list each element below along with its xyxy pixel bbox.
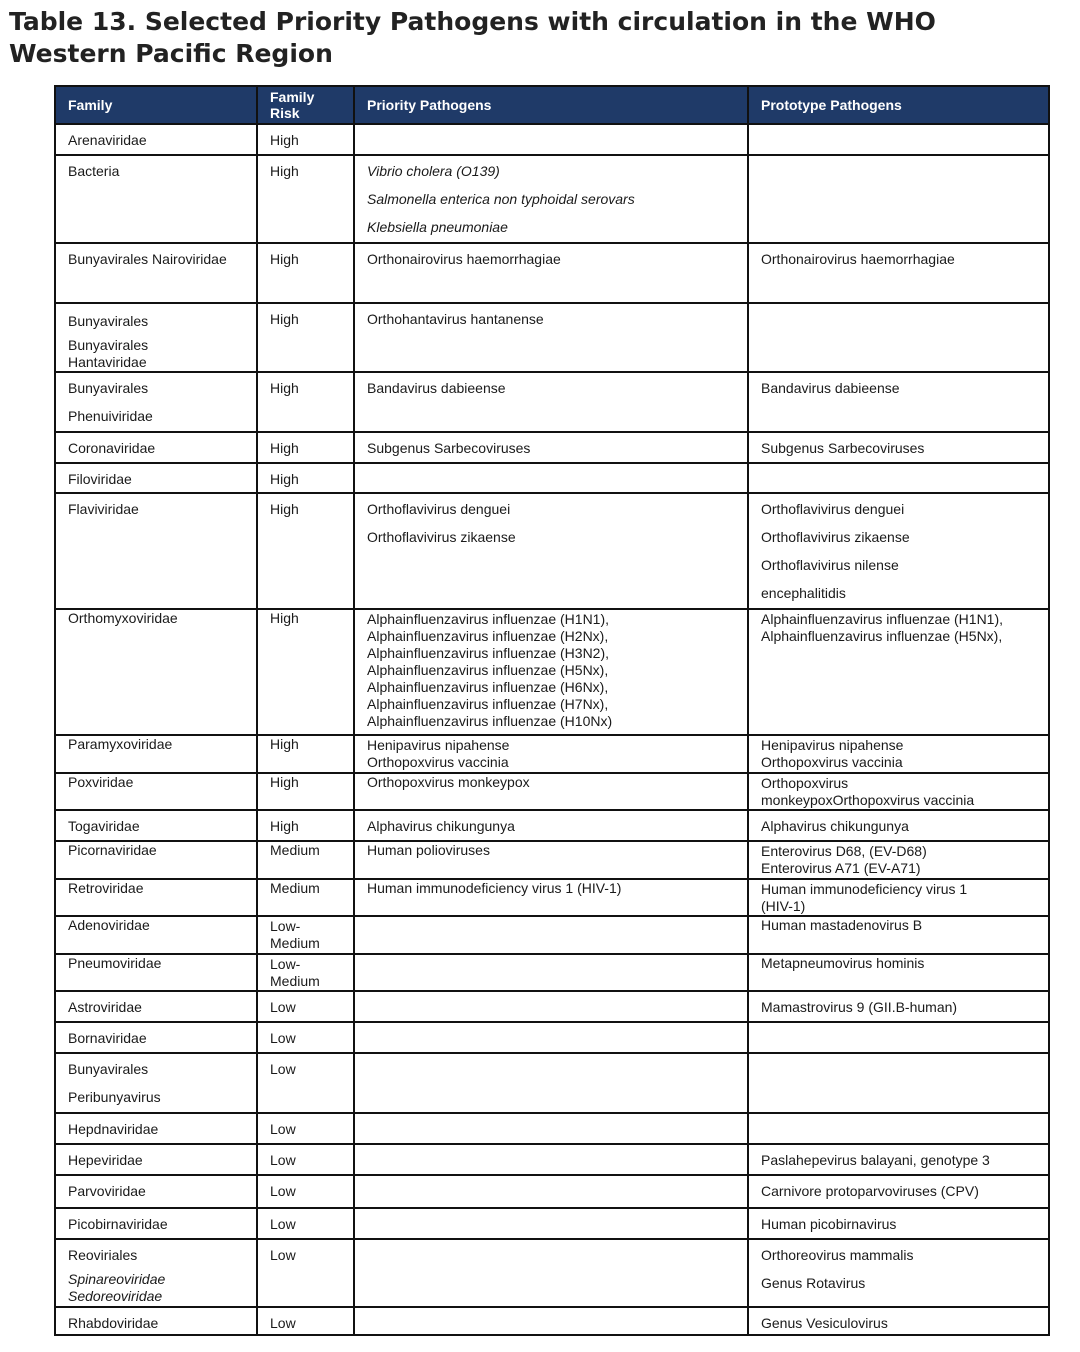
prototype-pathogens-line: Orthonairovirus haemorrhagiae bbox=[761, 251, 955, 267]
priority-pathogens-cell bbox=[354, 1307, 748, 1335]
table-header bbox=[55, 86, 1049, 124]
table-row bbox=[55, 879, 1049, 916]
family-cell bbox=[55, 991, 257, 1022]
prototype-pathogens-cell bbox=[748, 1113, 1049, 1144]
family-risk-cell bbox=[257, 954, 354, 991]
family-line: Hepeviridae bbox=[68, 1152, 143, 1168]
family-risk-cell bbox=[257, 991, 354, 1022]
family-risk-cell bbox=[257, 1022, 354, 1053]
prototype-pathogens-line: Human immunodeficiency virus 1 bbox=[761, 881, 968, 897]
prototype-pathogens-line: Mamastrovirus 9 (GII.B-human) bbox=[761, 999, 958, 1015]
prototype-pathogens-cell bbox=[748, 303, 1049, 372]
prototype-pathogens-line: Human mastadenovirus B bbox=[761, 917, 923, 933]
prototype-pathogens-line: Genus Rotavirus bbox=[761, 1275, 866, 1291]
prototype-pathogens-cell bbox=[748, 879, 1049, 916]
prototype-pathogens-cell bbox=[748, 463, 1049, 493]
family-cell bbox=[55, 954, 257, 991]
priority-pathogens-line: Alphainfluenzavirus influenzae (H10Nx) bbox=[367, 713, 613, 729]
priority-pathogens-line: Orthopoxvirus vaccinia bbox=[367, 754, 509, 770]
family-line: Peribunyavirus bbox=[68, 1089, 161, 1105]
priority-pathogens-cell bbox=[354, 1208, 748, 1239]
table-row bbox=[55, 1053, 1049, 1113]
priority-pathogens-cell bbox=[354, 1053, 748, 1113]
family-cell bbox=[55, 243, 257, 303]
family-risk-line: Medium bbox=[270, 973, 320, 989]
family-line: Bunyavirales Nairoviridae bbox=[68, 251, 227, 267]
family-risk-line: Low bbox=[270, 1061, 296, 1077]
prototype-pathogens-line: Human picobirnavirus bbox=[761, 1216, 897, 1232]
prototype-pathogens-cell bbox=[748, 1144, 1049, 1175]
table-row bbox=[55, 432, 1049, 463]
priority-pathogens-line: Orthonairovirus haemorrhagiae bbox=[367, 251, 561, 267]
family-cell bbox=[55, 432, 257, 463]
prototype-pathogens-cell bbox=[748, 773, 1049, 810]
priority-pathogens-line: Henipavirus nipahense bbox=[367, 737, 510, 753]
priority-pathogens-cell bbox=[354, 735, 748, 773]
family-risk-cell bbox=[257, 1113, 354, 1144]
table-row bbox=[55, 463, 1049, 493]
priority-pathogens-cell bbox=[354, 1239, 748, 1307]
family-cell bbox=[55, 303, 257, 372]
header-row bbox=[55, 86, 1049, 124]
prototype-pathogens-line: encephalitidis bbox=[761, 585, 846, 601]
family-risk-line: High bbox=[270, 380, 299, 396]
priority-pathogens-line: Alphainfluenzavirus influenzae (H5Nx), bbox=[367, 662, 609, 678]
prototype-pathogens-cell bbox=[748, 155, 1049, 243]
table-row bbox=[55, 991, 1049, 1022]
family-risk-cell bbox=[257, 841, 354, 879]
prototype-pathogens-line: Subgenus Sarbecoviruses bbox=[761, 440, 925, 456]
family-risk-line: Low bbox=[270, 1152, 296, 1168]
prototype-pathogens-cell bbox=[748, 954, 1049, 991]
priority-pathogens-cell bbox=[354, 303, 748, 372]
table-row bbox=[55, 810, 1049, 841]
prototype-pathogens-cell bbox=[748, 1239, 1049, 1307]
prototype-pathogens-line: Orthopoxvirus vaccinia bbox=[761, 754, 903, 770]
prototype-pathogens-line: Carnivore protoparvoviruses (CPV) bbox=[761, 1183, 979, 1199]
prototype-pathogens-line: Orthoflavivirus zikaense bbox=[761, 529, 910, 545]
family-risk-line: Low bbox=[270, 1247, 296, 1263]
family-risk-line: Medium bbox=[270, 880, 320, 896]
table-row bbox=[55, 124, 1049, 155]
priority-pathogens-line: Vibrio cholera (O139) bbox=[367, 163, 500, 179]
prototype-pathogens-line: Alphainfluenzavirus influenzae (H5Nx), bbox=[761, 628, 1003, 644]
priority-pathogens-cell bbox=[354, 609, 748, 735]
table-row bbox=[55, 1022, 1049, 1053]
family-risk-line: Low- bbox=[270, 956, 301, 972]
family-line: Bunyavirales bbox=[68, 1061, 149, 1077]
family-risk-cell bbox=[257, 243, 354, 303]
family-risk-cell bbox=[257, 1307, 354, 1335]
family-risk-line: High bbox=[270, 440, 299, 456]
family-line: Bunyavirales Hantaviridae bbox=[68, 337, 149, 370]
prototype-pathogens-line: (HIV-1) bbox=[761, 898, 806, 914]
family-risk-cell bbox=[257, 735, 354, 773]
priority-pathogens-cell bbox=[354, 841, 748, 879]
prototype-pathogens-line: Genus Vesiculovirus bbox=[761, 1315, 888, 1331]
family-risk-line: High bbox=[270, 610, 299, 626]
family-risk-line: High bbox=[270, 311, 299, 327]
prototype-pathogens-cell bbox=[748, 1053, 1049, 1113]
family-line: Arenaviridae bbox=[68, 132, 147, 148]
family-cell bbox=[55, 1208, 257, 1239]
priority-pathogens-cell bbox=[354, 1144, 748, 1175]
family-risk-cell bbox=[257, 432, 354, 463]
family-risk-cell bbox=[257, 372, 354, 432]
prototype-pathogens-line: Bandavirus dabieense bbox=[761, 380, 900, 396]
family-line: Phenuiviridae bbox=[68, 408, 153, 424]
family-line: Paramyxoviridae bbox=[68, 736, 173, 752]
family-line: Coronaviridae bbox=[68, 440, 156, 456]
priority-pathogens-line: Human polioviruses bbox=[367, 842, 490, 858]
family-risk-line: Low- bbox=[270, 918, 301, 934]
family-cell bbox=[55, 1113, 257, 1144]
family-line: Bacteria bbox=[68, 163, 120, 179]
family-line: Picornaviridae bbox=[68, 842, 157, 858]
header-priority-pathogens: Priority Pathogens bbox=[354, 86, 748, 124]
priority-pathogens-line: Subgenus Sarbecoviruses bbox=[367, 440, 531, 456]
family-risk-line: Low bbox=[270, 999, 296, 1015]
family-risk-line: High bbox=[270, 132, 299, 148]
table-row bbox=[55, 609, 1049, 735]
family-line: Flaviviridae bbox=[68, 501, 139, 517]
prototype-pathogens-cell bbox=[748, 841, 1049, 879]
family-line: Filoviridae bbox=[68, 471, 132, 487]
table-row bbox=[55, 773, 1049, 810]
family-line: Bornaviridae bbox=[68, 1030, 147, 1046]
prototype-pathogens-line: Enterovirus A71 (EV-A71) bbox=[761, 860, 921, 876]
priority-pathogens-line: Alphainfluenzavirus influenzae (H6Nx), bbox=[367, 679, 609, 695]
priority-pathogens-line: Orthopoxvirus monkeypox bbox=[367, 774, 530, 790]
prototype-pathogens-line: Orthopoxvirus bbox=[761, 775, 849, 791]
table-row bbox=[55, 1175, 1049, 1208]
prototype-pathogens-cell bbox=[748, 1307, 1049, 1335]
priority-pathogens-cell bbox=[354, 124, 748, 155]
table-row bbox=[55, 735, 1049, 773]
table-row bbox=[55, 493, 1049, 609]
header-family-risk: Family Risk bbox=[257, 86, 354, 124]
priority-pathogens-line: Alphainfluenzavirus influenzae (H2Nx), bbox=[367, 628, 609, 644]
family-cell bbox=[55, 1144, 257, 1175]
priority-pathogens-cell bbox=[354, 879, 748, 916]
prototype-pathogens-cell bbox=[748, 1175, 1049, 1208]
family-line: Reoviriales bbox=[68, 1247, 138, 1263]
priority-pathogens-line: Alphavirus chikungunya bbox=[367, 818, 515, 834]
family-risk-line: High bbox=[270, 818, 299, 834]
family-line: Rhabdoviridae bbox=[68, 1315, 159, 1331]
priority-pathogens-cell bbox=[354, 916, 748, 954]
family-risk-cell bbox=[257, 124, 354, 155]
family-line: Orthomyxoviridae bbox=[68, 610, 178, 626]
priority-pathogens-cell bbox=[354, 1022, 748, 1053]
prototype-pathogens-cell bbox=[748, 1208, 1049, 1239]
table-row bbox=[55, 372, 1049, 432]
table-row bbox=[55, 1239, 1049, 1307]
prototype-pathogens-cell bbox=[748, 609, 1049, 735]
family-risk-line: Medium bbox=[270, 935, 320, 951]
prototype-pathogens-cell bbox=[748, 916, 1049, 954]
family-line: Retroviridae bbox=[68, 880, 144, 896]
family-risk-cell bbox=[257, 810, 354, 841]
prototype-pathogens-line: Orthoflavivirus nilense bbox=[761, 557, 899, 573]
family-cell bbox=[55, 735, 257, 773]
family-line: Bunyavirales bbox=[68, 313, 149, 329]
family-risk-cell bbox=[257, 1239, 354, 1307]
header-prototype-pathogens: Prototype Pathogens bbox=[748, 86, 1049, 124]
priority-pathogens-cell bbox=[354, 773, 748, 810]
table-row bbox=[55, 1113, 1049, 1144]
priority-pathogens-cell bbox=[354, 155, 748, 243]
prototype-pathogens-line: Paslahepevirus balayani, genotype 3 bbox=[761, 1152, 990, 1168]
priority-pathogens-cell bbox=[354, 1113, 748, 1144]
family-cell bbox=[55, 1022, 257, 1053]
table-row bbox=[55, 841, 1049, 879]
priority-pathogens-line: Klebsiella pneumoniae bbox=[367, 219, 508, 235]
prototype-pathogens-cell bbox=[748, 735, 1049, 773]
family-risk-line: Low bbox=[270, 1030, 296, 1046]
priority-pathogens-line: Salmonella enterica non typhoidal serovars bbox=[367, 191, 635, 207]
family-cell bbox=[55, 879, 257, 916]
priority-pathogens-cell bbox=[354, 1175, 748, 1208]
family-line: Pneumoviridae bbox=[68, 955, 162, 971]
prototype-pathogens-line: Metapneumovirus hominis bbox=[761, 955, 925, 971]
prototype-pathogens-cell bbox=[748, 1022, 1049, 1053]
prototype-pathogens-line: Henipavirus nipahense bbox=[761, 737, 904, 753]
table-row bbox=[55, 954, 1049, 991]
family-line: Parvoviridae bbox=[68, 1183, 146, 1199]
family-risk-cell bbox=[257, 773, 354, 810]
family-risk-cell bbox=[257, 155, 354, 243]
priority-pathogens-cell bbox=[354, 463, 748, 493]
family-risk-cell bbox=[257, 916, 354, 954]
priority-pathogens-cell bbox=[354, 493, 748, 609]
family-risk-cell bbox=[257, 493, 354, 609]
family-cell bbox=[55, 1175, 257, 1208]
prototype-pathogens-line: Alphavirus chikungunya bbox=[761, 818, 909, 834]
family-line: Bunyavirales bbox=[68, 380, 149, 396]
family-risk-line: High bbox=[270, 251, 299, 267]
family-cell bbox=[55, 124, 257, 155]
priority-pathogens-cell bbox=[354, 954, 748, 991]
priority-pathogens-cell bbox=[354, 810, 748, 841]
family-cell bbox=[55, 493, 257, 609]
family-cell bbox=[55, 1307, 257, 1335]
family-cell bbox=[55, 1239, 257, 1307]
table-row bbox=[55, 1144, 1049, 1175]
prototype-pathogens-cell bbox=[748, 243, 1049, 303]
family-risk-cell bbox=[257, 879, 354, 916]
family-line: Sedoreoviridae bbox=[68, 1288, 163, 1304]
family-risk-line: Low bbox=[270, 1183, 296, 1199]
pathogens-table bbox=[54, 85, 1050, 1336]
family-cell bbox=[55, 609, 257, 735]
family-risk-line: High bbox=[270, 774, 299, 790]
prototype-pathogens-cell bbox=[748, 810, 1049, 841]
priority-pathogens-line: Orthohantavirus hantanense bbox=[367, 311, 544, 327]
family-risk-line: Medium bbox=[270, 842, 320, 858]
family-cell bbox=[55, 916, 257, 954]
family-risk-cell bbox=[257, 609, 354, 735]
prototype-pathogens-cell bbox=[748, 432, 1049, 463]
family-risk-cell bbox=[257, 1208, 354, 1239]
family-line: Adenoviridae bbox=[68, 917, 150, 933]
prototype-pathogens-cell bbox=[748, 991, 1049, 1022]
family-risk-line: High bbox=[270, 501, 299, 517]
family-risk-line: Low bbox=[270, 1216, 296, 1232]
family-cell bbox=[55, 155, 257, 243]
table-row bbox=[55, 243, 1049, 303]
family-cell bbox=[55, 463, 257, 493]
family-cell bbox=[55, 372, 257, 432]
priority-pathogens-line: Orthoflavivirus denguei bbox=[367, 501, 511, 517]
table-row bbox=[55, 303, 1049, 372]
family-risk-cell bbox=[257, 303, 354, 372]
family-risk-cell bbox=[257, 1053, 354, 1113]
prototype-pathogens-line: Enterovirus D68, (EV-D68) bbox=[761, 843, 927, 859]
family-line: Picobirnaviridae bbox=[68, 1216, 168, 1232]
header-family: Family bbox=[55, 86, 257, 124]
priority-pathogens-line: Alphainfluenzavirus influenzae (H3N2), bbox=[367, 645, 610, 661]
priority-pathogens-cell bbox=[354, 991, 748, 1022]
family-risk-cell bbox=[257, 1175, 354, 1208]
family-risk-line: High bbox=[270, 163, 299, 179]
priority-pathogens-cell bbox=[354, 432, 748, 463]
family-cell bbox=[55, 1053, 257, 1113]
family-line: Astroviridae bbox=[68, 999, 142, 1015]
prototype-pathogens-cell bbox=[748, 372, 1049, 432]
table-row bbox=[55, 1307, 1049, 1335]
family-line: Togaviridae bbox=[68, 818, 140, 834]
table-row bbox=[55, 916, 1049, 954]
prototype-pathogens-cell bbox=[748, 493, 1049, 609]
family-risk-line: High bbox=[270, 736, 299, 752]
family-risk-cell bbox=[257, 463, 354, 493]
priority-pathogens-line: Alphainfluenzavirus influenzae (H7Nx), bbox=[367, 696, 609, 712]
priority-pathogens-line: Human immunodeficiency virus 1 (HIV-1) bbox=[367, 880, 622, 896]
family-line: Poxviridae bbox=[68, 774, 134, 790]
priority-pathogens-cell bbox=[354, 372, 748, 432]
family-risk-line: Low bbox=[270, 1315, 296, 1331]
family-risk-line: Low bbox=[270, 1121, 296, 1137]
priority-pathogens-cell bbox=[354, 243, 748, 303]
family-cell bbox=[55, 773, 257, 810]
prototype-pathogens-line: monkeypoxOrthopoxvirus vaccinia bbox=[761, 792, 975, 808]
family-cell bbox=[55, 810, 257, 841]
prototype-pathogens-line: Orthoflavivirus denguei bbox=[761, 501, 905, 517]
family-risk-line: High bbox=[270, 471, 299, 487]
family-cell bbox=[55, 841, 257, 879]
priority-pathogens-line: Orthoflavivirus zikaense bbox=[367, 529, 516, 545]
family-risk-cell bbox=[257, 1144, 354, 1175]
priority-pathogens-line: Bandavirus dabieense bbox=[367, 380, 506, 396]
prototype-pathogens-cell bbox=[748, 124, 1049, 155]
prototype-pathogens-line: Alphainfluenzavirus influenzae (H1N1), bbox=[761, 611, 1004, 627]
family-line: Hepdnaviridae bbox=[68, 1121, 159, 1137]
table-body bbox=[55, 124, 1049, 1335]
prototype-pathogens-line: Orthoreovirus mammalis bbox=[761, 1247, 914, 1263]
family-line: Spinareoviridae bbox=[68, 1271, 166, 1287]
table-row bbox=[55, 155, 1049, 243]
priority-pathogens-line: Alphainfluenzavirus influenzae (H1N1), bbox=[367, 611, 610, 627]
page-title: Table 13. Selected Priority Pathogens with circulation in the WHO Western Pacific Region bbox=[9, 7, 936, 68]
table-row bbox=[55, 1208, 1049, 1239]
